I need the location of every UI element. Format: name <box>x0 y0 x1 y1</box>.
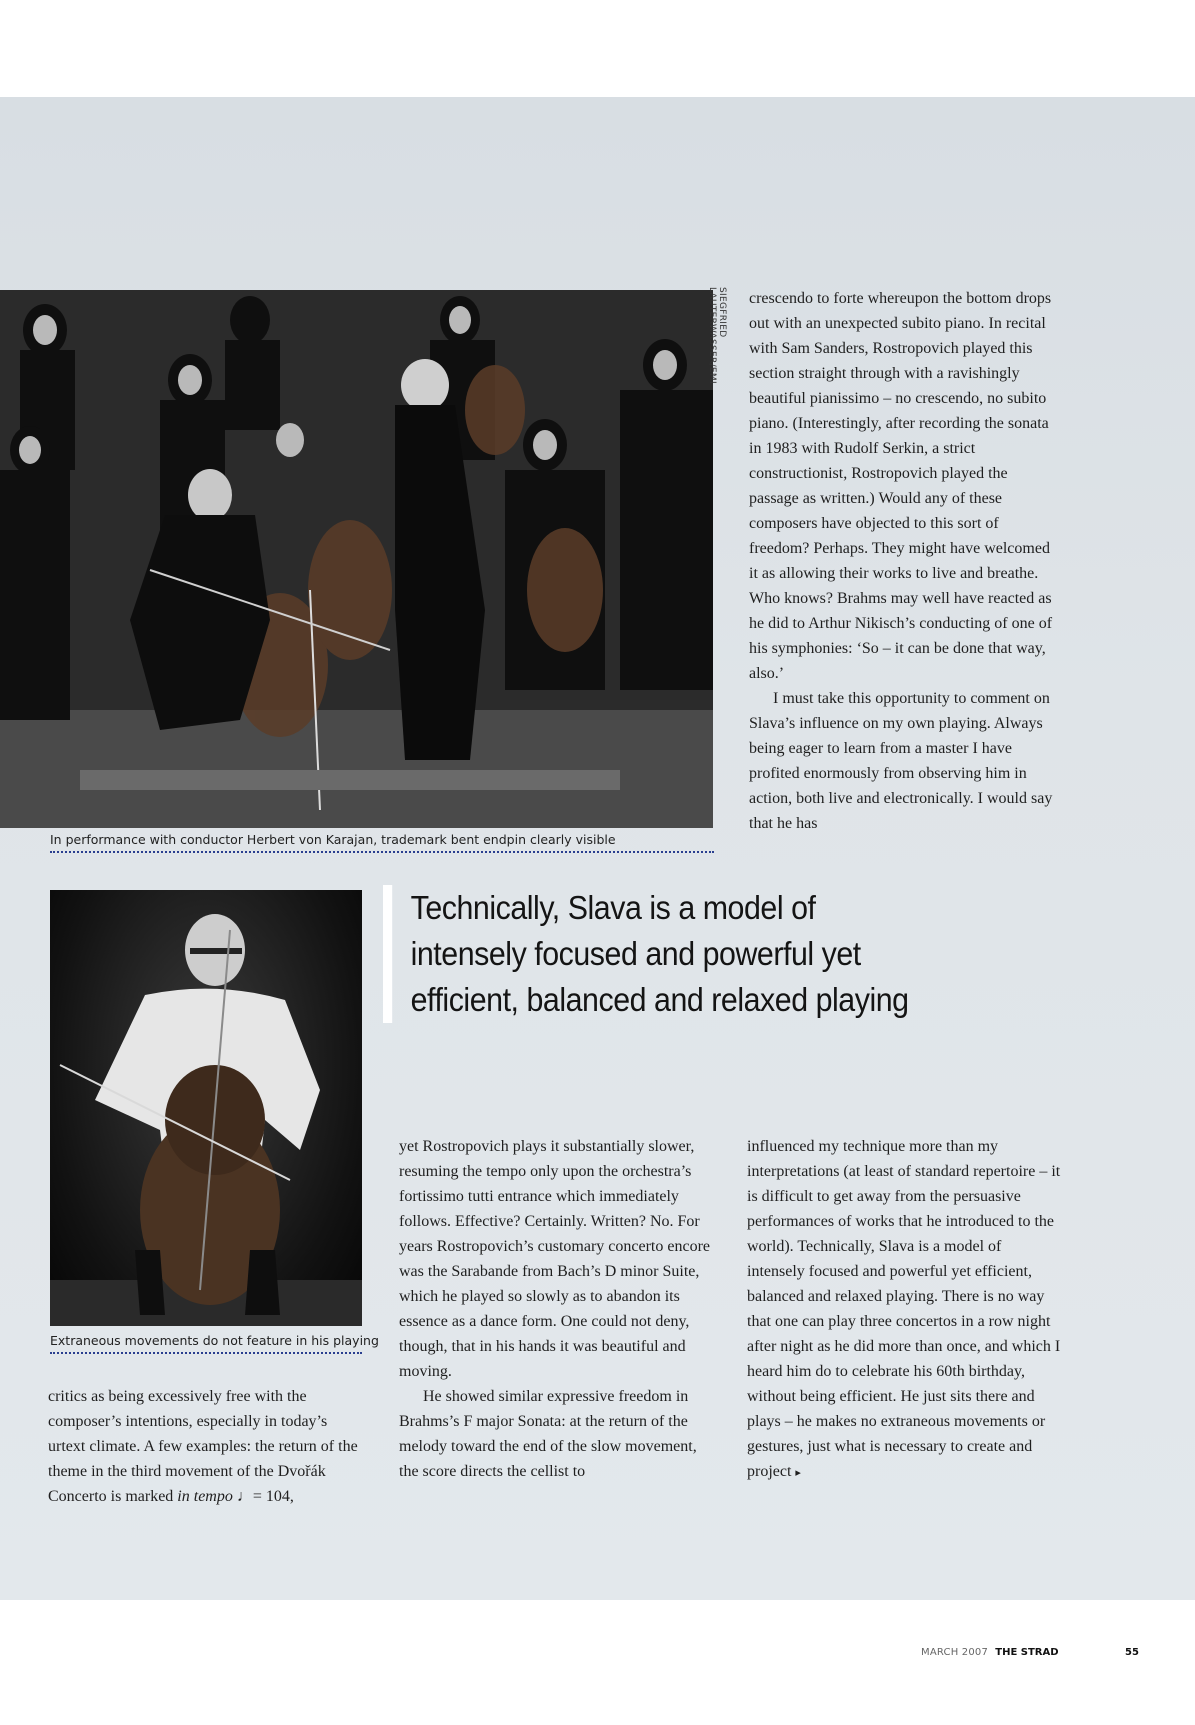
paragraph: crescendo to forte whereupon the bottom drops out with an unexpected subito piano. In recital with Sam Sanders, Rostropovich played this section straight through with a ravishingly beautiful pianissimo – no crescendo, no subito piano. (Interestingly, after recording the sonata in 1983 with Rudolf Serkin, a strict constructionist, Rostropovich played the passage as written.) Would any of these composers have objected to this sort of freedom? Perhaps. They might have welcomed it as allowing their works to live and breathe. Who knows? Brahms may well have reacted as he did to Arthur Nikisch’s conducting of one of his symphonies: ‘So – it can be done that way, also.’ <box>749 290 1053 682</box>
paragraph <box>48 1384 362 1509</box>
article-column-left <box>48 1384 362 1509</box>
pull-quote: Technically, Slava is a model of intensely focused and powerful yet efficient, balanced and relaxed playing <box>383 885 926 1023</box>
issue-date: MARCH 2007 <box>921 1647 989 1658</box>
article-column-upper-right <box>749 286 1061 836</box>
article-column-right <box>747 1134 1061 1486</box>
article-column-middle <box>399 1134 711 1484</box>
tempo-value: ♩= 104, <box>236 1488 294 1505</box>
paragraph-text: influenced my technique more than my interpretations (at least of standard repertoire – it is difficult to get away from the persuasive performances of works that he introduced to the world). Technically, Slava is a model of intensely focused and powerful yet efficient, balanced and relaxed playing. There is no way that one can play three concertos in a row night after night as he did more than once, and which I heard him do to celebrate his 60th birthday, without being efficient. He just sits there and plays – he makes no extraneous movements or gestures, just what is necessary to create and project <box>747 1138 1061 1480</box>
rostropovich-portrait-photo <box>50 890 362 1326</box>
top-photo-caption: In performance with conductor Herbert von Karajan, trademark bent endpin clearly visible <box>50 832 714 853</box>
continue-arrow-icon: ▸ <box>795 1467 801 1479</box>
paragraph-text: critics as being excessively free with the composer’s intentions, especially in today’s urtext climate. A few examples: the return of the theme in the third movement of the Dvořák Concerto is marked <box>48 1388 358 1505</box>
paragraph: He showed similar expressive freedom in Brahms’s F major Sonata: at the return of the melody toward the end of the slow movement, the score directs the cellist to <box>399 1388 697 1480</box>
karajan-orchestra-photo <box>0 290 713 828</box>
page-number: 55 <box>1125 1647 1139 1658</box>
portrait-caption: Extraneous movements do not feature in his playing <box>50 1333 362 1354</box>
paragraph: I must take this opportunity to comment on Slava’s influence on my own playing. Always being eager to learn from a master I have profited enormously from observing him in action, both live and electronically. I would say that he has <box>749 690 1053 832</box>
photo-credit: SIEGFRIED LAUTERWASSER/EMI <box>707 287 727 384</box>
magazine-name: THE STRAD <box>995 1647 1059 1658</box>
folio <box>921 1647 1059 1658</box>
paragraph: yet Rostropovich plays it substantially slower, resuming the tempo only upon the orchestra’s fortissimo tutti entrance which immediately follows. Effective? Certainly. Written? No. For years Rostropovich’s customary concerto encore was the Sarabande from Bach’s D minor Suite, which he played so slowly as to abandon its essence as a dance form. One could not deny, though, that in his hands it was beautiful and moving. <box>399 1138 711 1380</box>
tempo-marking: in tempo <box>177 1488 233 1505</box>
paragraph <box>747 1134 1061 1486</box>
